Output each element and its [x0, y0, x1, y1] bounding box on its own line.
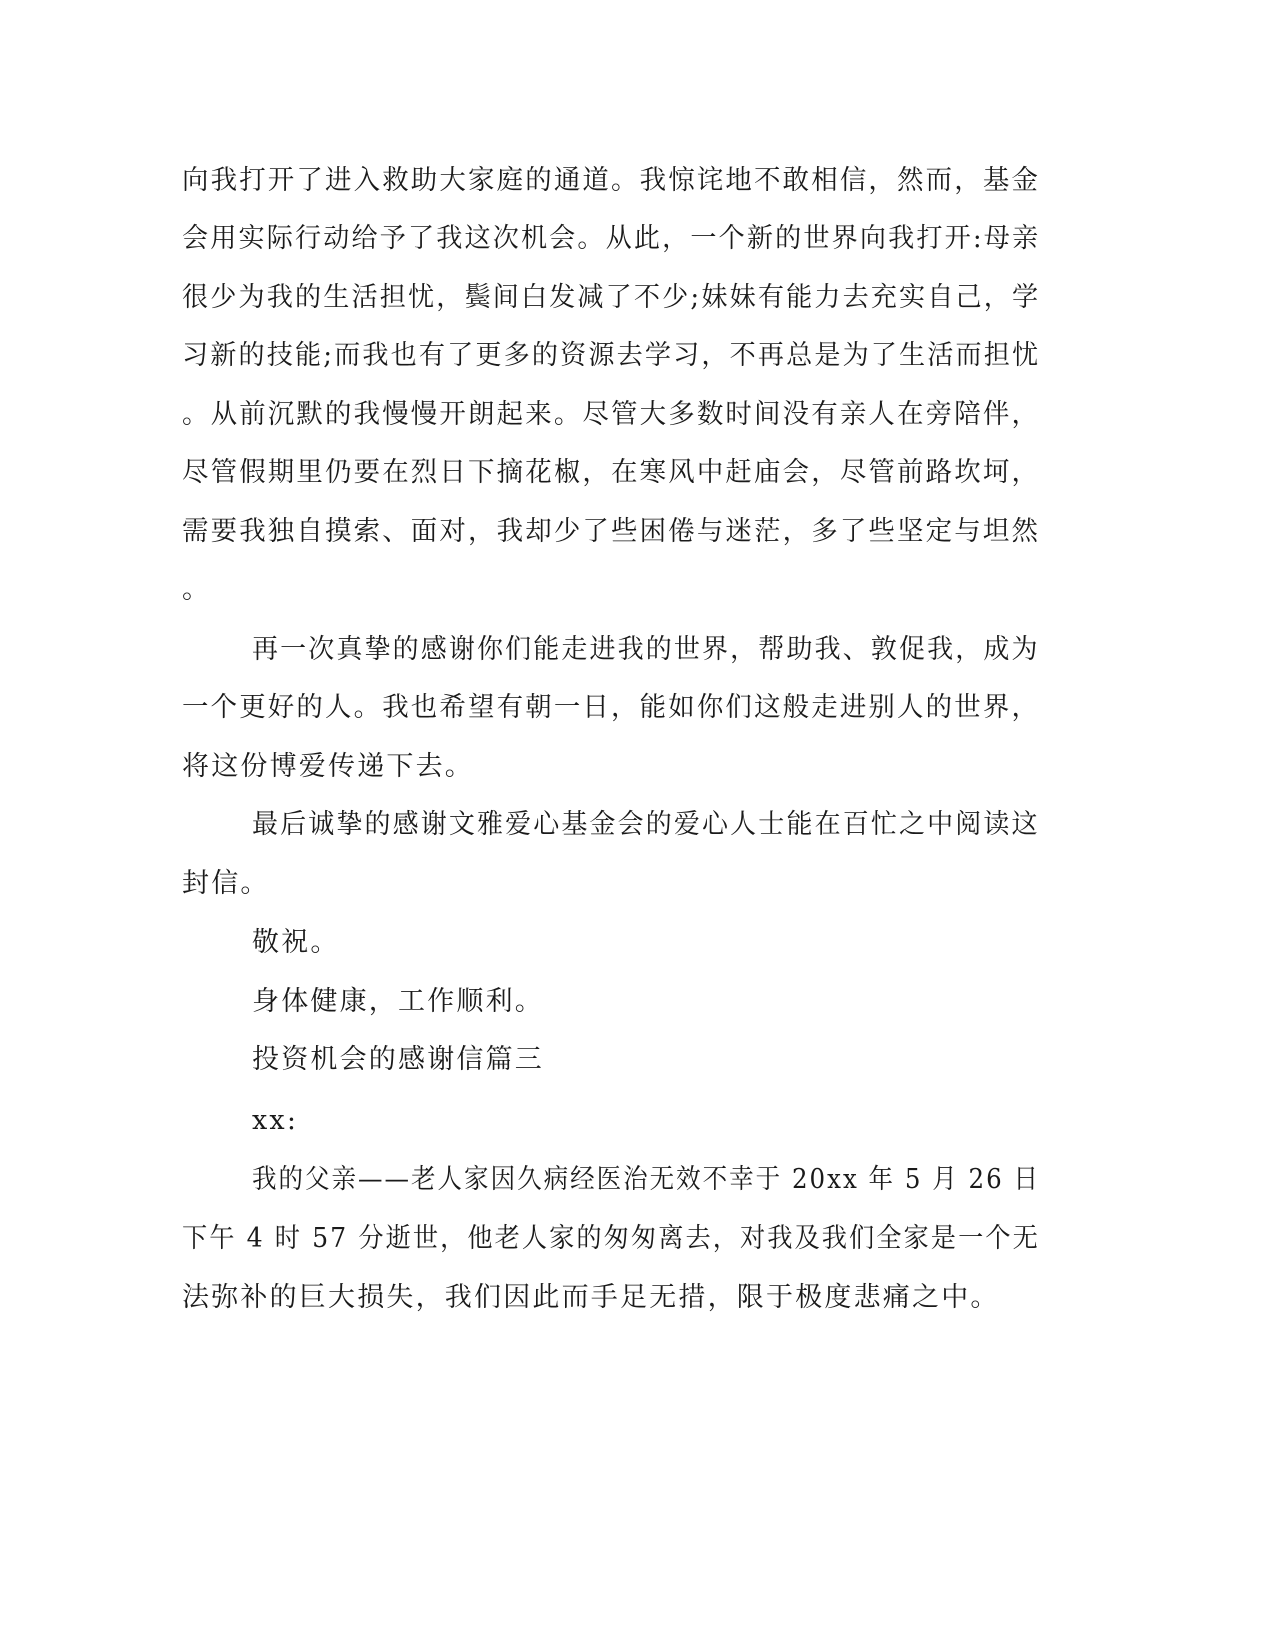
paragraph-line: 将这份博爱传递下去。: [182, 751, 474, 782]
paragraph-line: 很少为我的生活担忧，鬓间白发减了不少;妹妹有能力去充实自己，学: [182, 282, 1041, 313]
paragraph-line: 再一次真挚的感谢你们能走进我的世界，帮助我、敦促我，成为: [252, 634, 1040, 665]
closing-line: 身体健康，工作顺利。: [252, 986, 544, 1017]
paragraph-line: 一个更好的人。我也希望有朝一日，能如你们这般走进别人的世界，: [182, 692, 1041, 723]
paragraph-line: 封信。: [182, 868, 270, 899]
section-title: 投资机会的感谢信篇三: [252, 1044, 544, 1075]
paragraph-line: 法弥补的巨大损失，我们因此而手足无措，限于极度悲痛之中。: [182, 1282, 1000, 1313]
paragraph-line: 下午 4 时 57 分逝世，他老人家的匆匆离去，对我及我们全家是一个无: [182, 1223, 1040, 1254]
paragraph-line: 。从前沉默的我慢慢开朗起来。尽管大多数时间没有亲人在旁陪伴，: [182, 399, 1041, 430]
paragraph-line: 最后诚挚的感谢文雅爱心基金会的爱心人士能在百忙之中阅读这: [252, 809, 1040, 840]
salutation: xx:: [252, 1105, 299, 1136]
paragraph-line: 。: [182, 574, 212, 605]
paragraph-line: 需要我独自摸索、面对，我却少了些困倦与迷茫，多了些坚定与坦然: [182, 516, 1041, 547]
paragraph-line: 尽管假期里仍要在烈日下摘花椒，在寒风中赶庙会，尽管前路坎坷，: [182, 457, 1041, 488]
closing-line: 敬祝。: [252, 927, 340, 958]
paragraph-line: 习新的技能;而我也有了更多的资源去学习，不再总是为了生活而担忧: [182, 340, 1041, 371]
paragraph-line: 我的父亲——老人家因久病经医治无效不幸于 20xx 年 5 月 26 日: [252, 1164, 1041, 1195]
paragraph-line: 会用实际行动给予了我这次机会。从此，一个新的世界向我打开:母亲: [182, 223, 1041, 254]
paragraph-line: 向我打开了进入救助大家庭的通道。我惊诧地不敢相信，然而，基金: [182, 165, 1041, 196]
